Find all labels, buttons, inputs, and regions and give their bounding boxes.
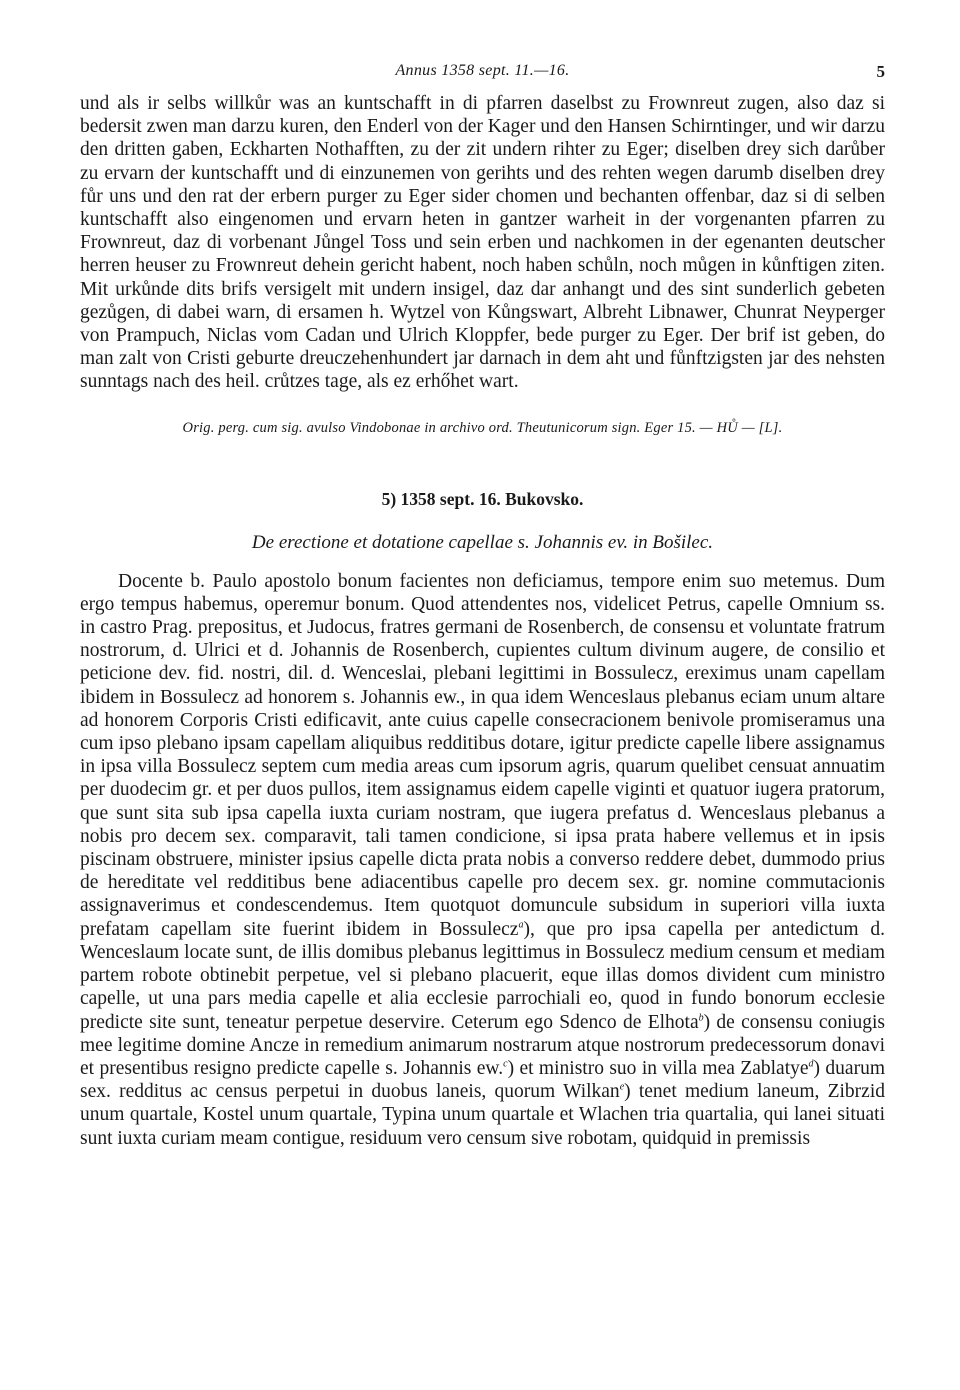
page-number: 5 [876,62,885,81]
latin-text-part1: Docente b. Paulo apostolo bonum facientes non deficiamus, tempore enim suo metemus. Dum ergo tempus habemus, operemur bonum. Quod attendentes nos, videlicet Petrus, capelle Omnium ss. in castro Prag. prepositus, et Judocus, fratres germani de Rosenberch, de consensu et voluntate fratrum nostrorum, d. Ulrici et d. Johannis de Rosenberch, cupientes cultum divinum augere, de consilio et peticione dev. fid. nostri, dil. d. Wenceslai, plebani legittimi in Bossulecz, ereximus unam capellam ibidem in Bossulecz ad honorem s. Johannis ew., in qua idem Wenceslaus plebanus eciam unum altare ad honorem Corporis Cristi edificavit, ante cuius capelle consecracionem benivole promiseramus una cum ipso plebano ipsam capellam aliquibus redditibus dotare, igitur predicte capelle libere assignamus in ipsa villa Bossulecz septem cum media areas cum ipsorum agris, quarum quelibet censuat annuatim per duodecim gr. et per duos pullos, item assignamus eidem capelle viginti et quatuor iugera pratorum, que sunt sita sub ipsa capella iuxta curiam nostram, que iugera prefatus d. Wenceslaus plebanus a nobis pro decem sex. comparavit, tali tamen condicione, si ipsa prata habere vellemus et in ipsis piscinam obstruere, minister ipsius capelle dicta prata nobis a converso reddere debet, dummodo prius de hereditate vel redditibus bene adiacentibus capelle pro decem sex. gr. nomine commutacionis assignaverimus et condescendemus. Item quotquot domuncule subsidum in superiori villa iuxta prefatam capellam site fuerint ibidem in Bossulecz [80,570,885,940]
latin-text-part4: ) et ministro suo in villa mea Zablatye [507,1057,809,1079]
latin-text-part6: ) tenet medium laneum, Zibrzid unum quartale, Kostel unum quartale, Typina unum quartale et Wlachen tria quartalia, qui lanei situati sunt iuxta curiam meam contigue, residuum vero censum sive robotam, quidquid in premissis [80,1081,885,1149]
latin-text-part5: ) duarum sex. redditus ac census perpetui in duobus laneis, quorum Wilkan [80,1057,885,1103]
document-heading: 5) 1358 sept. 16. Bukovsko. [381,488,584,509]
document-subtitle: De erectione et dotatione capellae s. Johannis ev. in Bošilec. [251,531,714,553]
german-charter-paragraph: und als ir selbs willkůr was an kuntschafft in di pfarren daselbst zu Frownreut zugen, also daz si bedersit zwen man darzu kuren, den Enderl von der Kager und den Hansen Schirntinger, und wir darzu den dritten gaben, Eckharten Nothafften, zu der zit undern rihter zu Eger; diselben drey sich darůber zu ervarn der kuntschafft und di einzunemen von gerihts und des rehten wegen darumb diselben drey fůr uns und den rat der erbern purger zu Eger sider chomen und bechanten offenbar, daz si di selben kuntschafft also eingenomen und ervarn heten in gantzer warheit in der vorgenanten pfarren zu Frownreut, daz di vorbenant Jůngel Toss und sein erben und nachkomen in der egenanten deutscher herren heuser zu Frownreut dehein gericht habent, noch haben schůln, noch můgen in kůnftigen ziten. Mit urkůnde dits brifs versigelt mit undern insigel, daz dar anhangt und des sint sunderlich gebeten gezůgen, di dabei warn, di ersamen h. Wytzel von Kůngswart, Albreht Libnawer, Chunrat Neyperger von Prampuch, Niclas vom Cadan und Ulrich Kloppfer, bede purger zu Eger. Der brif ist geben, do man zalt von Cristi geburte dreuczehenhundert jar darnach in dem aht und fůnftzigsten jar des nehsten sunntags nach des heil. crůtzes tage, als ez erhőhet wart. [80,93,885,393]
latin-text-part3: ) de consensu coniugis mee legitime domine Ancze in remedium animarum nostrarum atque nostrorum predecessorum donavi et presentibus resigno predicte capelle s. Johannis ew. [80,1011,885,1079]
footnote-marker-a: a [518,919,524,931]
source-note: Orig. perg. cum sig. avulso Vindobonae in archivo ord. Theutunicorum sign. Eger 15. — HŮ — [L]. [182,419,783,436]
latin-text-part2: ), que pro ipsa capella per antedictum d. Wenceslaum locate sunt, de illis domibus plebanus legittimus in Bossulecz medium censum et mediam partem robote obtinebit perpetue, vel si plebano placuerit, eque illas domos divident cum ministro capelle, ut una pars media capelle et alia ecclesie parrochiali eo, quod in fundo bonorum ecclesie predicte site sunt, teneatur perpetue deservire. Ceterum ego Sdenco de Elhota [80,918,885,1033]
running-title: Annus 1358 sept. 11.—16. [395,62,570,79]
footnote-marker-c: c [503,1058,508,1070]
footnote-marker-d: d [808,1058,814,1070]
latin-charter-paragraph [80,570,885,1150]
footnote-marker-b: b [698,1012,704,1023]
running-head [80,62,885,92]
document-page [80,62,885,1150]
footnote-marker-e: e [619,1081,625,1093]
